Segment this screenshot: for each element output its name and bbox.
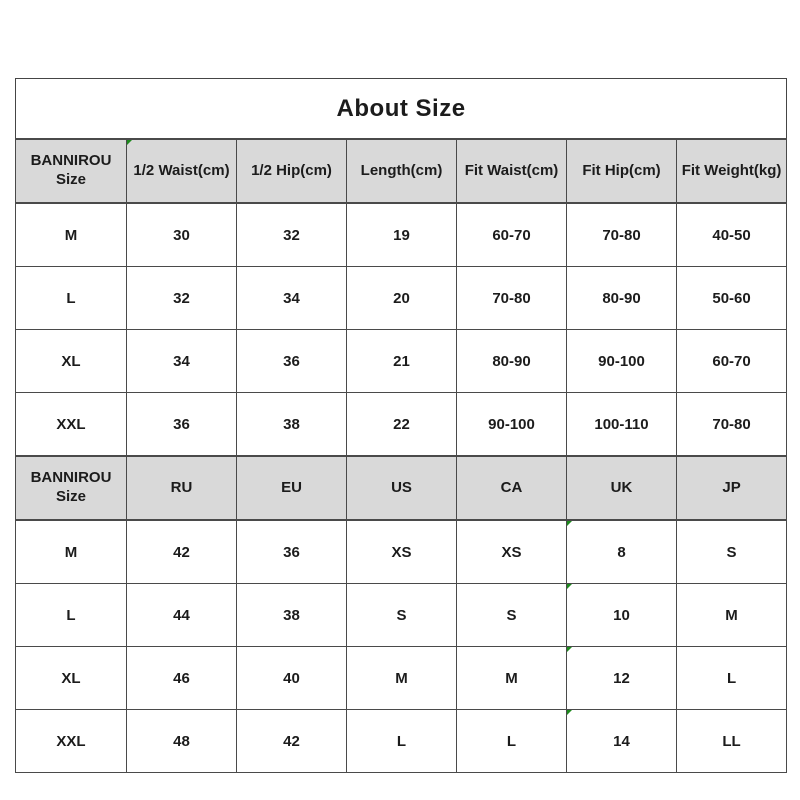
table-cell: 70-80 (457, 267, 567, 330)
table-cell: XS (347, 520, 457, 584)
table-cell: 90-100 (457, 393, 567, 457)
column-header: UK (567, 456, 677, 520)
measurement-section (16, 139, 787, 456)
column-header: Length(cm) (347, 139, 457, 203)
table-cell: 36 (237, 520, 347, 584)
table-cell: 36 (127, 393, 237, 457)
table-row (16, 203, 787, 267)
table-cell: S (457, 584, 567, 647)
header-row (16, 139, 787, 203)
size-label-cell: XL (16, 647, 127, 710)
table-cell: 38 (237, 584, 347, 647)
size-label-cell: M (16, 520, 127, 584)
table-cell: 19 (347, 203, 457, 267)
table-cell: 12 (567, 647, 677, 710)
table-cell: 42 (127, 520, 237, 584)
table-cell: LL (677, 710, 787, 773)
table-row (16, 710, 787, 773)
error-flag-icon (567, 647, 572, 652)
title-row (16, 79, 787, 140)
header-row (16, 456, 787, 520)
table-cell: 34 (127, 330, 237, 393)
table-row (16, 267, 787, 330)
table-cell: 70-80 (567, 203, 677, 267)
table-cell: 14 (567, 710, 677, 773)
table-cell: S (347, 584, 457, 647)
table-cell: 8 (567, 520, 677, 584)
size-label-cell: XXL (16, 710, 127, 773)
table-cell: M (347, 647, 457, 710)
table-cell: M (677, 584, 787, 647)
table-cell: 46 (127, 647, 237, 710)
page-title: About Size (16, 79, 787, 140)
column-header: CA (457, 456, 567, 520)
table-cell: S (677, 520, 787, 584)
column-header: JP (677, 456, 787, 520)
column-header: Fit Weight(kg) (677, 139, 787, 203)
table-cell: 20 (347, 267, 457, 330)
size-label-cell: M (16, 203, 127, 267)
table-cell: 100-110 (567, 393, 677, 457)
table-cell: 90-100 (567, 330, 677, 393)
table-cell: 21 (347, 330, 457, 393)
table-cell: 60-70 (677, 330, 787, 393)
table-cell: 38 (237, 393, 347, 457)
table-cell: L (347, 710, 457, 773)
size-label-cell: L (16, 584, 127, 647)
table-cell: 32 (237, 203, 347, 267)
size-table (15, 78, 787, 773)
table-cell: 22 (347, 393, 457, 457)
table-row (16, 330, 787, 393)
table-cell: 34 (237, 267, 347, 330)
table-row (16, 584, 787, 647)
table-cell: 42 (237, 710, 347, 773)
size-label-cell: XL (16, 330, 127, 393)
table-cell: 48 (127, 710, 237, 773)
table-cell: 32 (127, 267, 237, 330)
table-cell: 30 (127, 203, 237, 267)
table-cell: 80-90 (457, 330, 567, 393)
table-row (16, 647, 787, 710)
size-label-cell: L (16, 267, 127, 330)
size-chart-sheet (15, 78, 786, 773)
table-row (16, 520, 787, 584)
column-header: EU (237, 456, 347, 520)
table-cell: 60-70 (457, 203, 567, 267)
table-cell: 70-80 (677, 393, 787, 457)
column-header: 1/2 Waist(cm) (127, 139, 237, 203)
table-row (16, 393, 787, 457)
column-header: RU (127, 456, 237, 520)
column-header: Fit Hip(cm) (567, 139, 677, 203)
error-flag-icon (567, 710, 572, 715)
column-header: US (347, 456, 457, 520)
column-header: 1/2 Hip(cm) (237, 139, 347, 203)
table-cell: 50-60 (677, 267, 787, 330)
column-header: BANNIROU Size (16, 139, 127, 203)
table-cell: 40 (237, 647, 347, 710)
conversion-section (16, 456, 787, 773)
table-cell: 40-50 (677, 203, 787, 267)
column-header: BANNIROU Size (16, 456, 127, 520)
title-section (16, 79, 787, 140)
table-cell: 80-90 (567, 267, 677, 330)
column-header: Fit Waist(cm) (457, 139, 567, 203)
table-cell: 36 (237, 330, 347, 393)
table-cell: XS (457, 520, 567, 584)
table-cell: 10 (567, 584, 677, 647)
table-cell: L (677, 647, 787, 710)
table-cell: 44 (127, 584, 237, 647)
size-label-cell: XXL (16, 393, 127, 457)
table-cell: M (457, 647, 567, 710)
table-cell: L (457, 710, 567, 773)
error-flag-icon (127, 140, 132, 145)
error-flag-icon (567, 584, 572, 589)
error-flag-icon (567, 521, 572, 526)
